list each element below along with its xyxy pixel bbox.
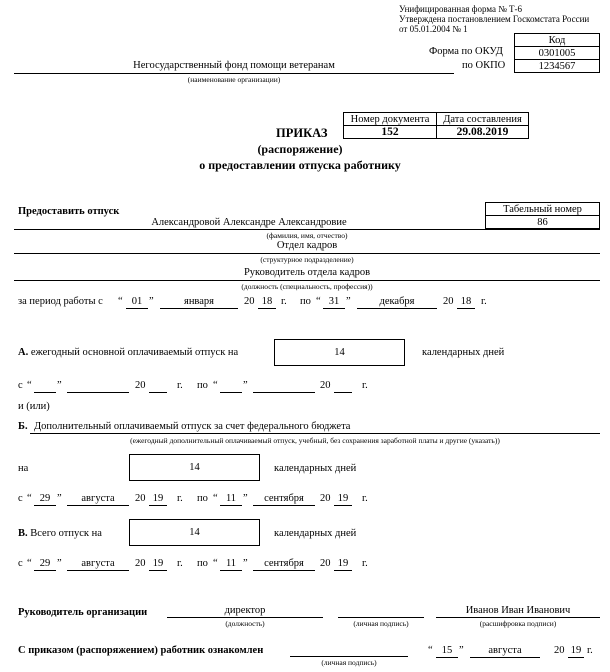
close-quote: ” xyxy=(57,558,62,569)
section-a-days-box: 14 xyxy=(274,339,405,366)
department-value: Отдел кадров xyxy=(276,240,338,251)
open-quote: “ xyxy=(118,296,123,307)
ack-day: 15 xyxy=(441,645,453,656)
ack-day-line xyxy=(436,657,458,658)
period-year-from: 18 xyxy=(261,296,273,307)
close-quote: ” xyxy=(149,296,154,307)
employee-name-line xyxy=(14,229,600,230)
close-quote: ” xyxy=(57,493,62,504)
section-b-days-box: 14 xyxy=(129,454,260,481)
close-quote: ” xyxy=(243,493,248,504)
year-prefix: 20 xyxy=(244,296,255,307)
section-b-label: Дополнительный оплачиваемый отпуск за счет федерального бюджета xyxy=(34,421,351,432)
period-day-to: 31 xyxy=(328,296,340,307)
period-month-to-line xyxy=(357,308,437,309)
section-v-month-to-line xyxy=(253,570,315,571)
position-value: Руководитель отдела кадров xyxy=(243,267,371,278)
year-suffix: г. xyxy=(481,296,487,307)
ack-month-line xyxy=(470,657,540,658)
section-v-year-from-line xyxy=(149,570,167,571)
head-position-line xyxy=(167,617,323,618)
period-month-from: января xyxy=(183,296,214,307)
year-suffix: г. xyxy=(177,493,183,504)
code-header: Код xyxy=(515,34,600,47)
section-a-text: ежегодный основной оплачиваемый отпуск на xyxy=(30,347,239,358)
ack-year-line xyxy=(568,657,584,658)
section-b-caption: (ежегодный дополнительный оплачиваемый отпуск, учебный, без сохранения заработной платы и другие (указать)) xyxy=(130,436,500,445)
year-prefix: 20 xyxy=(320,558,331,569)
to-word: по xyxy=(197,493,208,504)
head-label: Руководитель организации xyxy=(18,607,148,618)
section-a-year-from-line xyxy=(149,392,167,393)
section-a-letter: А. xyxy=(18,347,29,358)
section-b-letter xyxy=(18,421,28,432)
employee-name: Александровой Александре Александровие xyxy=(151,217,347,228)
from-word: с xyxy=(18,558,23,569)
section-b-month-to: сентября xyxy=(264,493,304,504)
close-quote: ” xyxy=(57,380,62,391)
position-line xyxy=(14,280,600,281)
na-word: на xyxy=(18,463,29,474)
period-day-from: 01 xyxy=(131,296,143,307)
from-word: с xyxy=(18,493,23,504)
okud-code-cell: 0301005 xyxy=(515,47,600,60)
year-suffix: г. xyxy=(177,380,183,391)
year-prefix: 20 xyxy=(135,558,146,569)
grant-leave-label: Предоставить отпуск xyxy=(18,206,120,217)
section-v-year-to: 19 xyxy=(337,558,349,569)
open-quote: “ xyxy=(27,493,32,504)
section-v-day-from-line xyxy=(34,570,56,571)
to-word: по xyxy=(197,380,208,391)
open-quote: “ xyxy=(27,380,32,391)
doc-number-date-table xyxy=(343,112,529,139)
section-v-label xyxy=(18,528,102,539)
department-caption: (структурное подразделение) xyxy=(260,255,354,264)
period-year-to: 18 xyxy=(460,296,472,307)
employee-name-caption: (фамилия, имя, отчество) xyxy=(266,231,348,240)
section-b-year-to-line xyxy=(334,505,352,506)
section-b-year-to: 19 xyxy=(337,493,349,504)
employee-signature-line[interactable] xyxy=(290,656,408,657)
section-v-month-from: августа xyxy=(81,558,115,569)
open-quote: “ xyxy=(213,380,218,391)
section-v-day-to: 11 xyxy=(225,558,237,569)
section-v-month-from-line xyxy=(67,570,129,571)
year-prefix: 20 xyxy=(443,296,454,307)
from-word: с xyxy=(18,380,23,391)
doc-subtitle: (распоряжение) xyxy=(257,142,343,156)
section-a-day-to-line xyxy=(220,392,242,393)
year-suffix: г. xyxy=(281,296,287,307)
tab-number-table xyxy=(485,202,600,229)
section-v-day-from: 29 xyxy=(39,558,51,569)
section-b-day-from: 29 xyxy=(39,493,51,504)
organization-line xyxy=(14,73,454,74)
ack-month: августа xyxy=(488,645,522,656)
form-approval-date-line: от 05.01.2004 № 1 xyxy=(399,24,468,34)
close-quote: ” xyxy=(243,380,248,391)
doc-number-value: 152 xyxy=(344,126,437,139)
year-prefix: 20 xyxy=(135,493,146,504)
year-suffix: г. xyxy=(362,558,368,569)
codes-table xyxy=(514,33,600,73)
close-quote: ” xyxy=(346,296,351,307)
department-line xyxy=(14,253,600,254)
doc-number-header: Номер документа xyxy=(344,113,437,126)
year-prefix: 20 xyxy=(135,380,146,391)
open-quote: “ xyxy=(27,558,32,569)
section-a-month-from-line xyxy=(67,392,129,393)
organization-name: Негосударственный фонд помощи ветеранам xyxy=(133,60,335,71)
section-a-days-label: календарных дней xyxy=(422,347,505,358)
open-quote: “ xyxy=(428,645,433,656)
section-v-year-from: 19 xyxy=(152,558,164,569)
year-prefix: 20 xyxy=(320,380,331,391)
head-name-caption: (расшифровка подписи) xyxy=(479,619,557,628)
okpo-code-cell: 1234567 xyxy=(515,60,600,73)
okud-label: Форма по ОКУД xyxy=(429,46,503,57)
employee-signature-caption: (личная подпись) xyxy=(321,658,377,667)
section-b-line xyxy=(30,433,600,434)
section-b-month-to-line xyxy=(253,505,315,506)
tab-number-value: 86 xyxy=(486,216,600,229)
form-name-line: Унифицированная форма № Т-6 xyxy=(399,4,523,14)
section-b-year-from-line xyxy=(149,505,167,506)
year-prefix: 20 xyxy=(554,645,565,656)
section-v-text: Всего отпуск на xyxy=(30,528,102,539)
close-quote: ” xyxy=(243,558,248,569)
section-v-days-label: календарных дней xyxy=(274,528,357,539)
acknowledgement-label: С приказом (распоряжением) работник ознакомлен xyxy=(18,645,264,656)
head-signature-line[interactable] xyxy=(338,617,424,618)
period-year-to-line xyxy=(457,308,475,309)
and-or-label: и (или) xyxy=(18,401,50,412)
work-period-label: за период работы с xyxy=(18,296,103,307)
section-v-year-to-line xyxy=(334,570,352,571)
section-v-letter: В. xyxy=(18,528,28,539)
okpo-label: по ОКПО xyxy=(462,60,506,71)
open-quote: “ xyxy=(213,558,218,569)
period-month-from-line xyxy=(160,308,238,309)
section-v-days-box: 14 xyxy=(129,519,260,546)
section-v-month-to: сентября xyxy=(264,558,304,569)
head-position-caption: (должность) xyxy=(225,619,265,628)
doc-title: ПРИКАЗ xyxy=(276,126,328,140)
section-b-letter-text: Б. xyxy=(18,421,28,432)
section-b-day-from-line xyxy=(34,505,56,506)
section-b-days-label: календарных дней xyxy=(274,463,357,474)
year-prefix: 20 xyxy=(320,493,331,504)
head-signature-caption: (личная подпись) xyxy=(353,619,409,628)
period-day-to-line xyxy=(323,308,345,309)
organization-caption: (наименование организации) xyxy=(187,75,281,84)
to-word: по xyxy=(300,296,311,307)
section-a-day-from-line xyxy=(34,392,56,393)
head-name: Иванов Иван Иванович xyxy=(465,605,571,616)
period-day-from-line xyxy=(126,308,148,309)
period-year-from-line xyxy=(258,308,276,309)
tab-number-header: Табельный номер xyxy=(486,203,600,216)
doc-subject: о предоставлении отпуска работнику xyxy=(199,158,401,172)
form-approval-line: Утверждена постановлением Госкомстата России xyxy=(399,14,590,24)
section-a-label xyxy=(18,347,238,358)
section-b-day-to-line xyxy=(220,505,242,506)
open-quote: “ xyxy=(316,296,321,307)
position-caption: (должность (специальность, профессия)) xyxy=(241,282,373,291)
doc-date-header: Дата составления xyxy=(437,113,529,126)
section-b-year-from: 19 xyxy=(152,493,164,504)
section-a-year-to-line xyxy=(334,392,352,393)
head-position: директор xyxy=(224,605,266,616)
open-quote: “ xyxy=(213,493,218,504)
year-suffix: г. xyxy=(587,645,593,656)
ack-year: 19 xyxy=(570,645,582,656)
doc-date-value: 29.08.2019 xyxy=(437,126,529,139)
section-b-month-from-line xyxy=(67,505,129,506)
section-a-month-to-line xyxy=(253,392,315,393)
to-word: по xyxy=(197,558,208,569)
year-suffix: г. xyxy=(177,558,183,569)
year-suffix: г. xyxy=(362,493,368,504)
section-v-day-to-line xyxy=(220,570,242,571)
year-suffix: г. xyxy=(362,380,368,391)
head-name-line xyxy=(436,617,600,618)
period-month-to: декабря xyxy=(379,296,415,307)
close-quote: ” xyxy=(459,645,464,656)
section-b-day-to: 11 xyxy=(225,493,237,504)
section-b-month-from: августа xyxy=(81,493,115,504)
